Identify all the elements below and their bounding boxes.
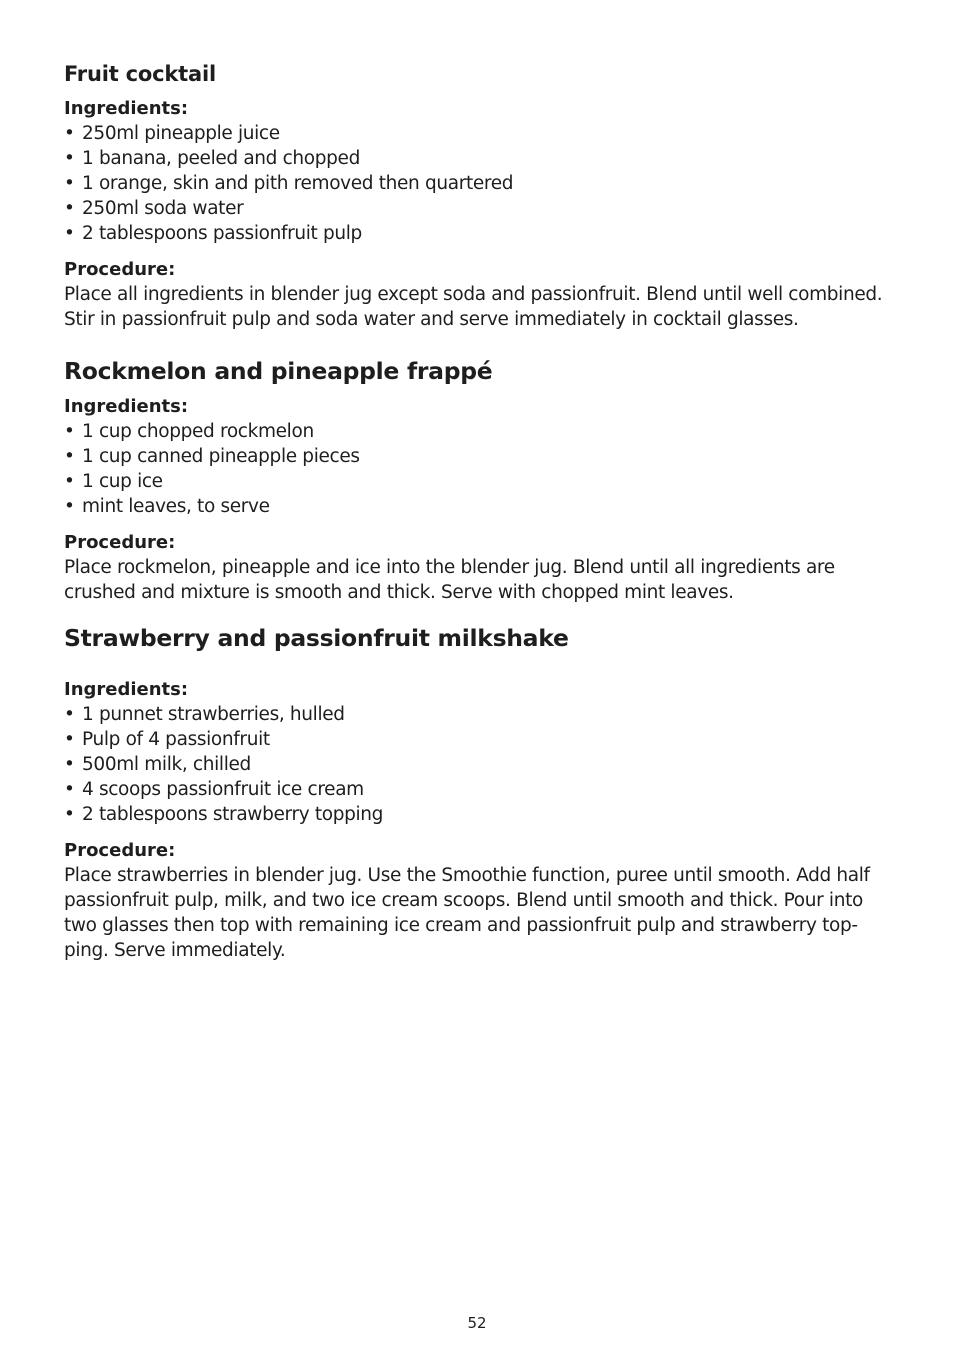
- list-item: • 250ml soda water: [64, 198, 244, 219]
- procedure-label: Procedure:: [64, 259, 176, 280]
- recipe-strawberry-milkshake: [64, 623, 894, 963]
- ingredients-list: [64, 702, 894, 827]
- page-number: 52: [467, 1314, 487, 1332]
- list-item: • 1 orange, skin and pith removed then quartered: [64, 173, 514, 194]
- list-item: • 4 scoops passionfruit ice cream: [64, 779, 364, 800]
- recipe-title: Strawberry and passionfruit milkshake: [64, 624, 569, 652]
- list-item: • 1 cup ice: [64, 471, 163, 492]
- procedure-label: Procedure:: [64, 532, 176, 553]
- ingredients-label: Ingredients:: [64, 396, 189, 417]
- procedure-line: ping. Serve immediately.: [64, 940, 286, 961]
- ingredients-label: Ingredients:: [64, 98, 189, 119]
- procedure-line: Stir in passionfruit pulp and soda water and serve immediately in cocktail glasses.: [64, 309, 799, 330]
- recipe-rockmelon-frappe: [64, 356, 894, 605]
- procedure-line: two glasses then top with remaining ice cream and passionfruit pulp and strawberry top-: [64, 915, 858, 936]
- procedure-line: crushed and mixture is smooth and thick. Serve with chopped mint leaves.: [64, 582, 734, 603]
- ingredients-list: [64, 121, 894, 246]
- procedure-line: Place strawberries in blender jug. Use the Smoothie function, puree until smooth. Add half: [64, 865, 870, 886]
- list-item: • 1 cup canned pineapple pieces: [64, 446, 360, 467]
- list-item: • 2 tablespoons passionfruit pulp: [64, 223, 362, 244]
- list-item: • mint leaves, to serve: [64, 496, 270, 517]
- ingredients-list: [64, 419, 894, 519]
- list-item: • 1 punnet strawberries, hulled: [64, 704, 345, 725]
- ingredients-label: Ingredients:: [64, 679, 189, 700]
- procedure-text: [64, 282, 894, 332]
- list-item: • 1 cup chopped rockmelon: [64, 421, 314, 442]
- list-item: • Pulp of 4 passionfruit: [64, 729, 270, 750]
- list-item: • 250ml pineapple juice: [64, 123, 280, 144]
- procedure-line: Place all ingredients in blender jug except soda and passionfruit. Blend until well combined.: [64, 284, 883, 305]
- recipe-title: Fruit cocktail: [64, 62, 216, 86]
- list-item: • 500ml milk, chilled: [64, 754, 251, 775]
- list-item: • 1 banana, peeled and chopped: [64, 148, 360, 169]
- procedure-line: Place rockmelon, pineapple and ice into the blender jug. Blend until all ingredients are: [64, 557, 835, 578]
- procedure-text: [64, 555, 894, 605]
- procedure-label: Procedure:: [64, 840, 176, 861]
- recipe-title: Rockmelon and pineapple frappé: [64, 357, 493, 385]
- procedure-text: [64, 863, 894, 963]
- procedure-line: passionfruit pulp, milk, and two ice cream scoops. Blend until smooth and thick. Pour into: [64, 890, 863, 911]
- list-item: • 2 tablespoons strawberry topping: [64, 804, 384, 825]
- recipe-fruit-cocktail: [64, 60, 894, 332]
